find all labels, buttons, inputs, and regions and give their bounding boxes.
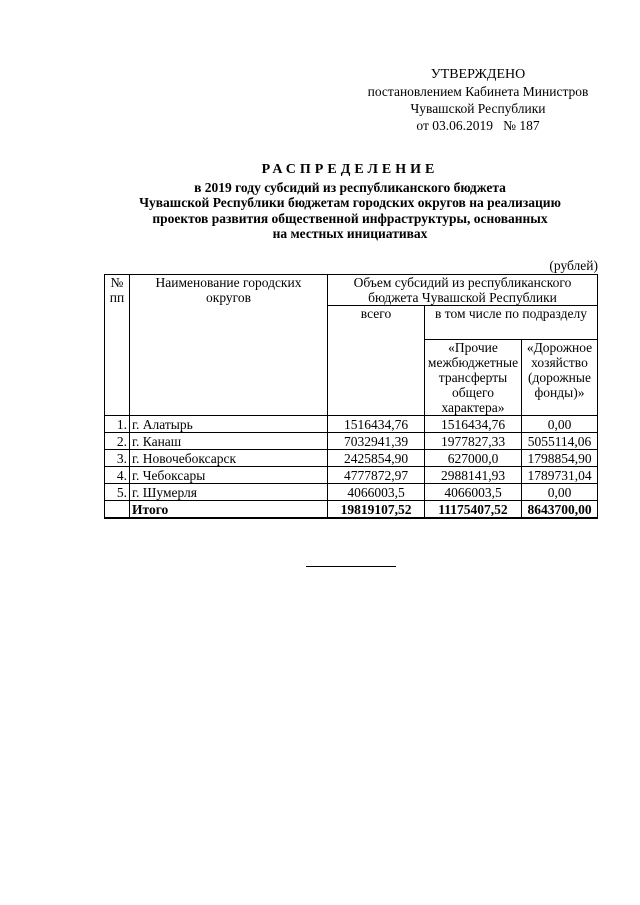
approval-line: Чувашской Республики [410,101,546,116]
title-line: Чувашской Республики бюджетам городских округов на реализацию [139,195,561,210]
totals-row [105,501,598,519]
document-title [100,162,600,242]
row-total: 2425854,90 [328,450,425,467]
row-roads: 5055114,06 [522,433,598,450]
totals-transfers: 11175407,52 [425,501,522,519]
col-header-name: Наименование городских округов [130,275,328,416]
units-label: (рублей) [549,258,598,273]
title-line: на местных инициативах [272,226,428,241]
col-header-roads: «Дорожное хозяйство (дорожные фонды)» [522,340,598,416]
row-transfers: 2988141,93 [425,467,522,484]
row-num: 5. [105,484,130,501]
col-header-num: № пп [105,275,130,416]
approval-heading: УТВЕРЖДЕНО [430,67,526,82]
col-header-total: всего [328,306,425,416]
approval-line: постановлением Кабинета Министров [367,84,589,99]
row-name: г. Алатырь [130,416,328,433]
table-row [105,416,598,433]
subsidy-table [104,274,598,519]
row-roads: 0,00 [522,416,598,433]
signature-divider [306,566,396,567]
row-name: г. Новочебоксарск [130,450,328,467]
row-name: г. Шумерля [130,484,328,501]
row-name: г. Чебоксары [130,467,328,484]
table-row [105,450,598,467]
table-row [105,433,598,450]
approval-block [356,66,600,134]
header-row [105,275,598,306]
row-roads: 0,00 [522,484,598,501]
row-total: 4777872,97 [328,467,425,484]
totals-num [105,501,130,519]
col-header-transfers: «Прочие межбюджетные трансферты общего характера» [425,340,522,416]
row-num: 4. [105,467,130,484]
row-transfers: 4066003,5 [425,484,522,501]
row-roads: 1789731,04 [522,467,598,484]
row-name: г. Канаш [130,433,328,450]
row-total: 7032941,39 [328,433,425,450]
row-num: 2. [105,433,130,450]
col-header-volume: Объем субсидий из республиканского бюджета Чувашской Республики [328,275,598,306]
approval-date-number: от 03.06.2019 № 187 [416,118,540,133]
totals-roads: 8643700,00 [522,501,598,519]
row-total: 1516434,76 [328,416,425,433]
row-num: 3. [105,450,130,467]
row-transfers: 627000,0 [425,450,522,467]
title-main: РАСПРЕДЕЛЕНИЕ [261,162,439,177]
row-transfers: 1516434,76 [425,416,522,433]
col-header-including: в том числе по подразделу [425,306,598,340]
table-row [105,484,598,501]
row-transfers: 1977827,33 [425,433,522,450]
row-total: 4066003,5 [328,484,425,501]
title-line: в 2019 году субсидий из республиканского бюджета [194,179,506,195]
totals-total: 19819107,52 [328,501,425,519]
row-roads: 1798854,90 [522,450,598,467]
totals-label: Итого [130,501,328,519]
row-num: 1. [105,416,130,433]
table-row [105,467,598,484]
title-line: проектов развития общественной инфраструктуры, основанных [152,210,548,226]
